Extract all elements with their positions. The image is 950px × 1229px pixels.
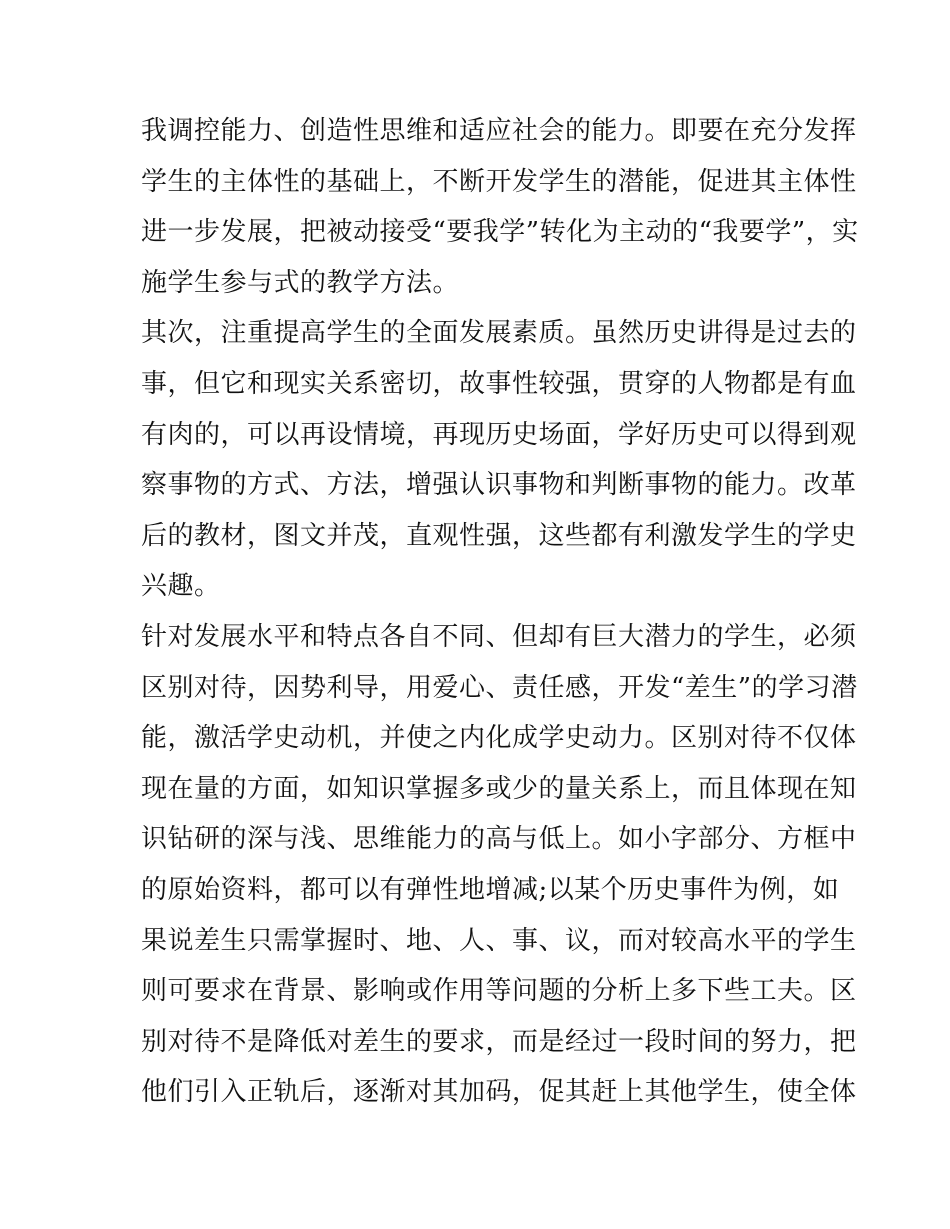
text-line: 他们引入正轨后，逐渐对其加码，促其赶上其他学生，使全体 xyxy=(141,1077,857,1108)
text-line: 能，激活学史动机，并使之内化成学史动力。区别对待不仅体 xyxy=(141,723,857,754)
text-line: 针对发展水平和特点各自不同、但却有巨大潜力的学生，必须 xyxy=(141,621,857,652)
text-line: 学生的主体性的基础上，不断开发学生的潜能，促进其主体性 xyxy=(141,166,857,197)
text-line: 兴趣。 xyxy=(141,571,221,602)
text-line: 别对待不是降低对差生的要求，而是经过一段时间的努力，把 xyxy=(141,1026,857,1057)
text-line: 进一步发展，把被动接受“要我学”转化为主动的“我要学”，实 xyxy=(141,217,859,248)
text-line: 有肉的，可以再设情境，再现历史场面，学好历史可以得到观 xyxy=(141,419,857,450)
text-line: 我调控能力、创造性思维和适应社会的能力。即要在充分发挥 xyxy=(141,116,857,146)
text-line: 施学生参与式的教学方法。 xyxy=(141,267,460,298)
text-line: 后的教材，图文并茂，直观性强，这些都有利激发学生的学史 xyxy=(141,520,857,551)
document-body xyxy=(141,106,859,1118)
text-line: 的原始资料，都可以有弹性地增减;以某个历史事件为例，如 xyxy=(141,874,840,905)
text-line: 区别对待，因势利导，用爱心、责任感，开发“差生”的学习潜 xyxy=(141,672,858,703)
text-line: 识钻研的深与浅、思维能力的高与低上。如小字部分、方框中 xyxy=(141,824,857,855)
text-line: 察事物的方式、方法，增强认识事物和判断事物的能力。改革 xyxy=(141,470,857,501)
text-line: 事，但它和现实关系密切，故事性较强，贯穿的人物都是有血 xyxy=(141,368,857,399)
text-line: 果说差生只需掌握时、地、人、事、议，而对较高水平的学生 xyxy=(141,925,857,956)
text-line: 其次，注重提高学生的全面发展素质。虽然历史讲得是过去的 xyxy=(141,318,857,349)
text-line: 现在量的方面，如知识掌握多或少的量关系上，而且体现在知 xyxy=(141,773,857,804)
text-line: 则可要求在背景、影响或作用等问题的分析上多下些工夫。区 xyxy=(141,976,857,1007)
